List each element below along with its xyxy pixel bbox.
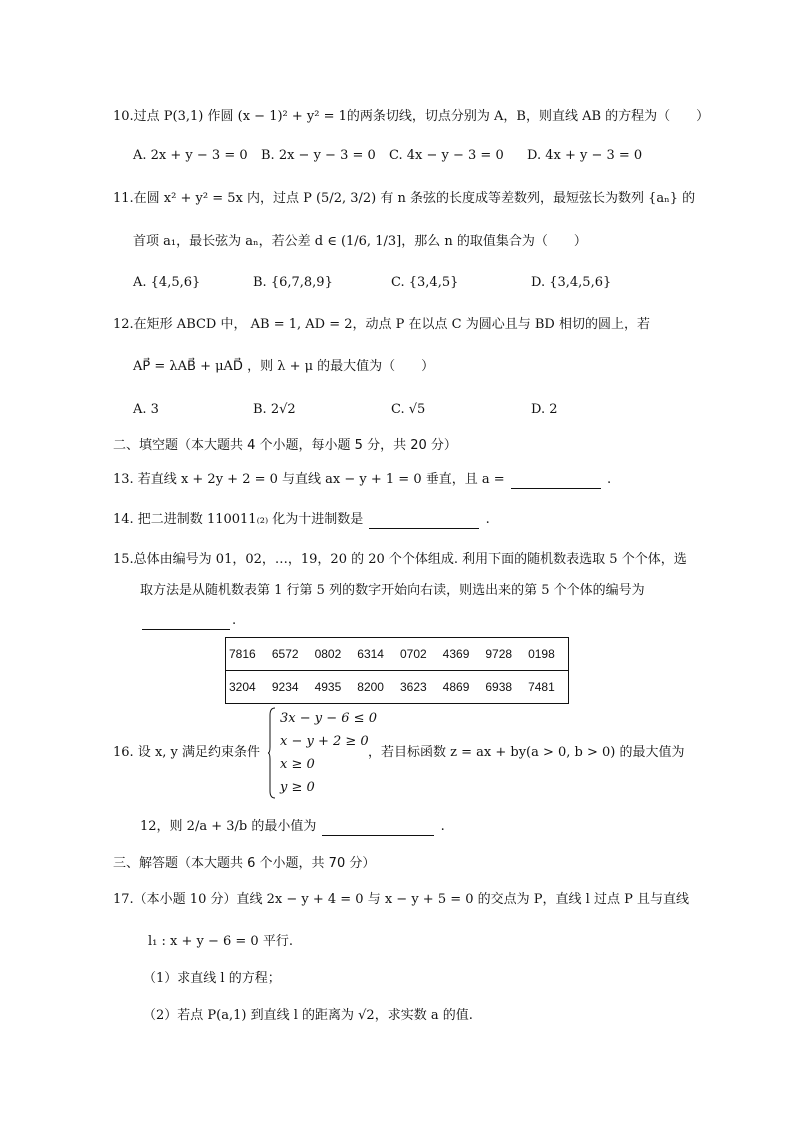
q12-stem-line2: AP⃗ = λAB⃗ + μAD⃗ ，则 λ + μ 的最大值为（ ） <box>133 359 435 374</box>
constraint-4: y ≥ 0 <box>280 780 315 795</box>
table-cell: 9234 <box>269 671 312 704</box>
q16-lead: 16. 设 x, y 满足约束条件 <box>113 745 261 760</box>
table-cell: 0702 <box>397 638 440 671</box>
table-cell: 8200 <box>354 671 397 704</box>
q13 <box>113 471 611 489</box>
system-brace-icon <box>268 707 276 799</box>
q13-text: 13. 若直线 x + 2y + 2 = 0 与直线 ax − y + 1 = 0 垂直，且 a = <box>113 472 505 487</box>
q10-options <box>133 148 713 163</box>
q11-option-d: D. {3,4,5,6} <box>531 275 612 290</box>
constraint-1: 3x − y − 6 ≤ 0 <box>280 711 377 726</box>
q12-option-c: C. √5 <box>391 402 426 417</box>
q17-stem-line1: 17.（本小题 10 分）直线 2x − y + 4 = 0 与 x − y + 5 = 0 的交点为 P，直线 l 过点 P 且与直线 <box>113 892 689 907</box>
q12-option-b: B. 2√2 <box>253 402 296 417</box>
q11-option-c: C. {3,4,5} <box>391 275 459 290</box>
table-cell: 0198 <box>525 638 568 671</box>
q16-line2-text: 12，则 2/a + 3/b 的最小值为 <box>140 819 317 834</box>
table-cell: 9728 <box>482 638 525 671</box>
table-row <box>226 671 569 704</box>
q10-stem: 10.过点 P(3,1) 作圆 (x − 1)² + y² = 1的两条切线，切点分别为 A，B，则直线 AB 的方程为（ ） <box>113 109 710 124</box>
q17-stem-line2: l₁ : x + y − 6 = 0 平行. <box>148 934 293 949</box>
q11-stem-line1: 11.在圆 x² + y² = 5x 内，过点 P (5/2, 3/2) 有 n 条弦的长度成等差数列，最短弦长为数列 {aₙ} 的 <box>113 191 696 206</box>
q11-option-b: B. {6,7,8,9} <box>253 275 333 290</box>
section-3-heading: 三、解答题（本大题共 6 个小题，共 70 分） <box>113 856 376 871</box>
table-cell: 6314 <box>354 638 397 671</box>
q12-stem-line1: 12.在矩形 ABCD 中， AB = 1, AD = 2，动点 P 在以点 C 为圆心且与 BD 相切的圆上，若 <box>113 317 650 332</box>
q15-answer-blank[interactable] <box>142 615 230 630</box>
q15-end: . <box>232 613 237 628</box>
q13-end: . <box>606 472 612 487</box>
q14-text: 14. 把二进制数 110011₍₂₎ 化为十进制数是 <box>113 512 364 527</box>
q10-option-c: C. 4x − y − 3 = 0 <box>389 148 504 163</box>
q13-answer-blank[interactable] <box>511 474 601 489</box>
table-cell: 7481 <box>525 671 568 704</box>
q15-stem-line2: 取方法是从随机数表第 1 行第 5 列的数字开始向右读，则选出来的第 5 个个体的编号为 <box>140 583 645 598</box>
q14 <box>113 511 490 529</box>
table-cell: 6938 <box>482 671 525 704</box>
q16-end: . <box>440 819 445 834</box>
q15-stem-line1: 15.总体由编号为 01，02，…，19，20 的 20 个个体组成. 利用下面的随机数表选取 5 个个体，选 <box>113 552 687 567</box>
q11-options <box>133 275 713 290</box>
q12-options <box>133 402 713 417</box>
table-row <box>226 638 569 671</box>
q12-option-a: A. 3 <box>133 402 159 417</box>
q16-tail: ，若目标函数 z = ax + by(a > 0, b > 0) 的最大值为 <box>368 745 685 760</box>
constraint-2: x − y + 2 ≥ 0 <box>280 734 369 749</box>
constraint-system <box>280 707 377 799</box>
q15-answer-line <box>140 612 236 630</box>
table-cell: 4869 <box>440 671 483 704</box>
q14-answer-blank[interactable] <box>369 514 479 529</box>
table-cell: 6572 <box>269 638 312 671</box>
table-cell: 4369 <box>440 638 483 671</box>
q10-option-d: D. 4x + y − 3 = 0 <box>527 148 643 163</box>
q11-option-a: A. {4,5,6} <box>133 275 201 290</box>
q10-option-a: A. 2x + y − 3 = 0 <box>133 148 248 163</box>
q17-part-1: （1）求直线 l 的方程； <box>143 971 281 986</box>
q16-line2 <box>140 818 445 836</box>
q11-stem-line2: 首项 a₁，最长弦为 aₙ，若公差 d ∈ (1/6, 1/3]，那么 n 的取值集合为（ ） <box>133 234 587 249</box>
table-cell: 7816 <box>226 638 269 671</box>
constraint-3: x ≥ 0 <box>280 757 315 772</box>
table-cell: 4935 <box>312 671 355 704</box>
q16-answer-blank[interactable] <box>322 821 434 836</box>
q10-option-b: B. 2x − y − 3 = 0 <box>261 148 376 163</box>
table-cell: 0802 <box>312 638 355 671</box>
table-cell: 3204 <box>226 671 269 704</box>
q17-part-2: （2）若点 P(a,1) 到直线 l 的距离为 √2，求实数 a 的值. <box>143 1008 473 1023</box>
q12-option-d: D. 2 <box>531 402 558 417</box>
random-number-table <box>225 637 569 704</box>
table-cell: 3623 <box>397 671 440 704</box>
q14-end: . <box>485 512 490 527</box>
section-2-heading: 二、填空题（本大题共 4 个小题，每小题 5 分，共 20 分） <box>113 438 457 453</box>
